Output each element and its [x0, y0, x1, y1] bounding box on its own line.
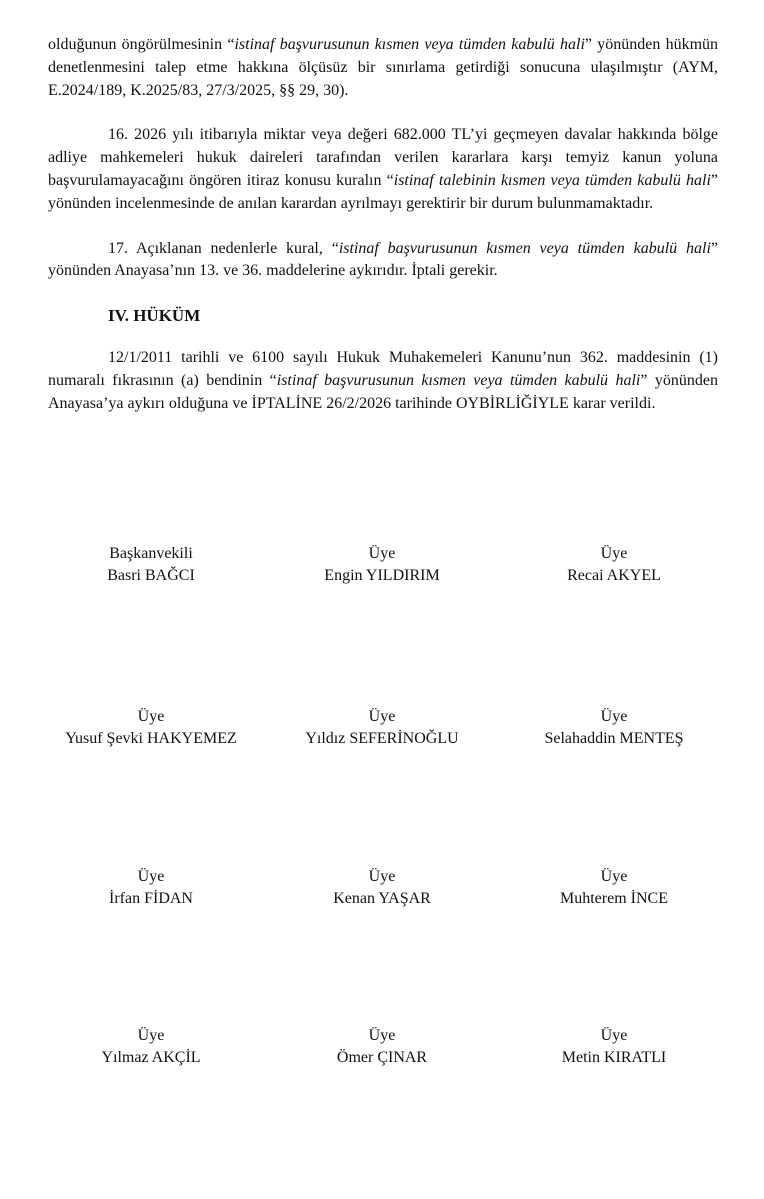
signature-4: [36, 706, 266, 750]
text-run: ” yönünden incelenmesinde de anılan karardan ayrılmayı gerektirir bir durum bulunmamaktadır.: [48, 171, 719, 212]
signature-title: Üye: [600, 1027, 628, 1044]
signature-name: Kenan YAŞAR: [333, 890, 431, 907]
signature-2: [267, 543, 497, 587]
text-run: ” yönünden Anayasa’nın 13. ve 36. maddelerine aykırıdır. İptali gerekir.: [48, 239, 718, 280]
signature-name: Yılmaz AKÇİL: [101, 1049, 201, 1066]
signature-title: Üye: [137, 708, 165, 725]
signature-title: Üye: [368, 1027, 396, 1044]
signature-name: Selahaddin MENTEŞ: [544, 730, 684, 747]
signature-3: [499, 543, 729, 587]
text-run: 17. Açıklanan nedenlerle kural, “: [108, 239, 339, 257]
signature-9: [499, 866, 729, 910]
signature-name: Yıldız SEFERİNOĞLU: [305, 730, 459, 747]
signature-name: İrfan FİDAN: [109, 890, 193, 907]
signature-title: Üye: [600, 708, 628, 725]
signature-8: [267, 866, 497, 910]
signature-10: [36, 1025, 266, 1069]
signature-5: [267, 706, 497, 750]
signature-1: [36, 543, 266, 587]
signature-7: [36, 866, 266, 910]
quoted-phrase: istinaf başvurusunun kısmen veya tümden kabulü hali: [338, 239, 711, 257]
signature-12: [499, 1025, 729, 1069]
quoted-phrase: istinaf başvurusunun kısmen veya tümden kabulü hali: [276, 371, 641, 389]
signature-6: [499, 706, 729, 750]
section-heading: IV. HÜKÜM: [108, 306, 201, 326]
signature-title: Üye: [368, 545, 396, 562]
signature-name: Yusuf Şevki HAKYEMEZ: [65, 730, 237, 747]
text-run: ” yönünden Anayasa’ya aykırı olduğuna ve İPTALİNE 26/2/2026 tarihinde OYBİRLİĞİYLE karar verildi.: [48, 371, 719, 412]
signature-name: Recai AKYEL: [567, 567, 661, 584]
signature-name: Metin KIRATLI: [561, 1049, 667, 1066]
signature-title: Üye: [600, 545, 628, 562]
signature-title: Üye: [600, 868, 628, 885]
signature-name: Engin YILDIRIM: [324, 567, 440, 584]
text-run: olduğunun öngörülmesinin “: [48, 36, 235, 53]
text-run: ” yönünden hükmün denetlenmesini talep etme hakkına ölçüsüz bir sınırlama getirdiği sonucuna ulaşılmıştır (AYM, E.2024/189, K.2025/83, 27/3/2025, §§ 29, 30).: [48, 36, 719, 99]
text-run: 12/1/2011 tarihli ve 6100 sayılı Hukuk Muhakemeleri Kanunu’nun 362. maddesinin (1) numaralı fıkrasının (a) bendinin “: [48, 349, 718, 389]
signature-name: Muhterem İNCE: [560, 890, 668, 907]
quoted-phrase: istinaf başvurusunun kısmen veya tümden kabulü hali: [234, 36, 585, 53]
signature-title: Üye: [368, 868, 396, 885]
signature-name: Basri BAĞCI: [107, 567, 195, 584]
signature-name: Ömer ÇINAR: [336, 1049, 428, 1066]
signature-title: Üye: [137, 1027, 165, 1044]
quoted-phrase: istinaf talebinin kısmen veya tümden kabulü hali: [393, 171, 711, 189]
signature-title: Üye: [368, 708, 396, 725]
signature-11: [267, 1025, 497, 1069]
signature-title: Başkanvekili: [109, 545, 193, 562]
text-run: 16. 2026 yılı itibarıyla miktar veya değeri 682.000 TL’yi geçmeyen davalar hakkında bölge adliye mahkemeleri hukuk daireleri tarafından verilen kararlara karşı temyiz kanun yoluna başvurulamayacağını öngören itiraz konusu kuralın “: [48, 126, 718, 189]
signature-title: Üye: [137, 868, 165, 885]
